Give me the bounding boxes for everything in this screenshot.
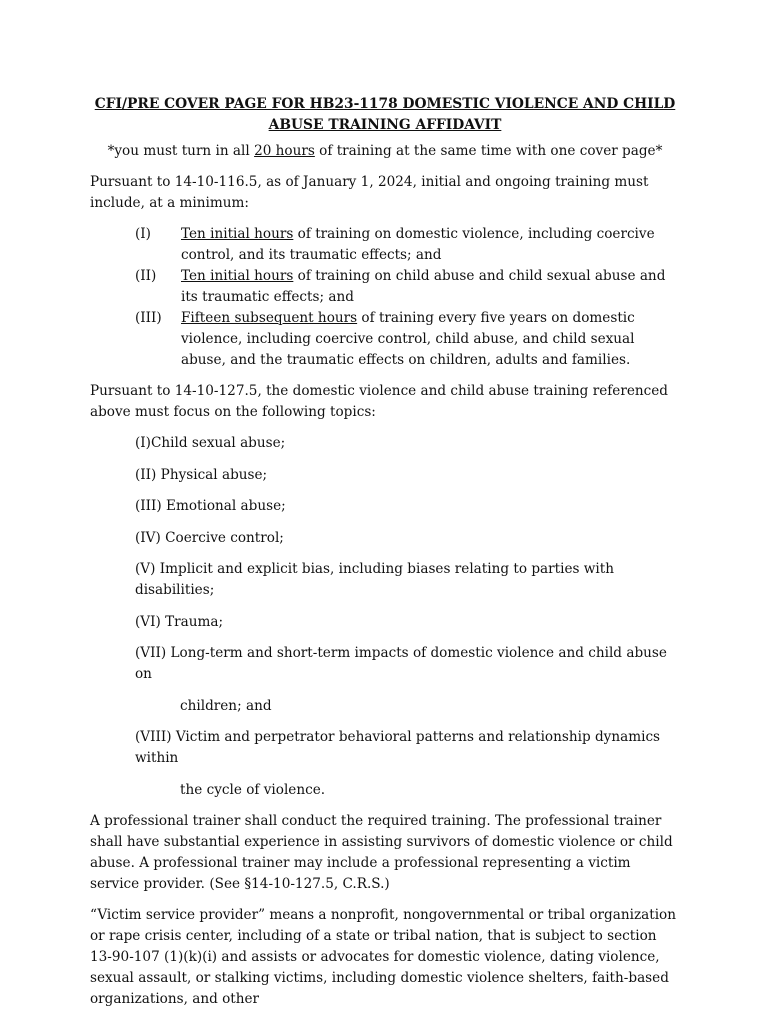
cover-page-note <box>90 141 680 162</box>
intro-paragraph: Pursuant to 14-10-116.5, as of January 1, 2024, initial and ongoing training must include, at a minimum: <box>90 174 649 211</box>
requirement-number: (I) <box>135 226 151 242</box>
requirement-item <box>90 266 680 308</box>
requirement-number: (III) <box>135 310 162 326</box>
topic-text: (VII) Long-term and short-term impacts of domestic violence and child abuse on <box>135 645 667 682</box>
topic-item <box>90 559 680 601</box>
topic-continuation: the cycle of violence. <box>180 781 326 798</box>
topic-continuation: children; and <box>180 697 272 714</box>
topic-item <box>90 643 680 717</box>
requirement-item <box>90 224 680 266</box>
note-text-after: of training at the same time with one cover page* <box>314 143 663 159</box>
topic-item <box>90 528 680 549</box>
note-text-before: *you must turn in all <box>107 143 255 159</box>
topic-item <box>90 465 680 486</box>
topics-intro-paragraph: Pursuant to 14-10-127.5, the domestic violence and child abuse training referenced above must focus on the following topics: <box>90 383 668 420</box>
requirement-hours: Fifteen subsequent hours <box>181 310 358 326</box>
training-requirements-list <box>90 224 680 371</box>
requirement-text: of training on domestic violence, including coercive control, and its traumatic effects; and <box>181 226 655 263</box>
topic-text: (VI) Trauma; <box>135 613 224 630</box>
requirement-hours: Ten initial hours <box>181 268 294 284</box>
definition-paragraph: “Victim service provider” means a nonprofit, nongovernmental or tribal organization or rape crisis center, including of a state or tribal nation, that is subject to section 13-90-107 (1)(k)(i) and assists or advocates for domestic violence, dating violence, sexual assault, or stalking victims, including domestic violence shelters, faith-based organizations, and other <box>90 907 676 1007</box>
topic-text: (II) Physical abuse; <box>135 466 268 483</box>
page-title: CFI/PRE COVER PAGE FOR HB23-1178 DOMESTIC VIOLENCE AND CHILD ABUSE TRAINING AFFIDAVIT <box>94 96 676 133</box>
document-page <box>90 94 680 1010</box>
requirement-text: of training every five years on domestic violence, including coercive control, child abuse, and child sexual abuse, and the traumatic effects on children, adults and families. <box>181 310 635 368</box>
topic-item <box>90 727 680 801</box>
requirement-hours: Ten initial hours <box>181 226 294 242</box>
topic-text: (VIII) Victim and perpetrator behavioral patterns and relationship dynamics within <box>135 729 661 766</box>
requirement-number: (II) <box>135 268 157 284</box>
topics-list <box>90 433 680 801</box>
trainer-paragraph: A professional trainer shall conduct the required training. The professional trainer shall have substantial experience in assisting survivors of domestic violence or child abuse. A professional trainer may include a professional representing a victim service provider. (See §14-10-127.5, C.R.S.) <box>90 813 673 892</box>
topic-text: (V) Implicit and explicit bias, including biases relating to parties with disabilities; <box>135 561 614 598</box>
topic-item <box>90 433 680 454</box>
topic-item <box>90 496 680 517</box>
topic-item <box>90 612 680 633</box>
topic-text: (IV) Coercive control; <box>135 529 284 546</box>
topic-text: (III) Emotional abuse; <box>135 498 286 514</box>
topic-text: (I)Child sexual abuse; <box>135 435 286 451</box>
requirement-text: of training on child abuse and child sexual abuse and its traumatic effects; and <box>181 268 666 305</box>
note-hours-underlined: 20 hours <box>254 143 315 159</box>
requirement-item <box>90 308 680 371</box>
